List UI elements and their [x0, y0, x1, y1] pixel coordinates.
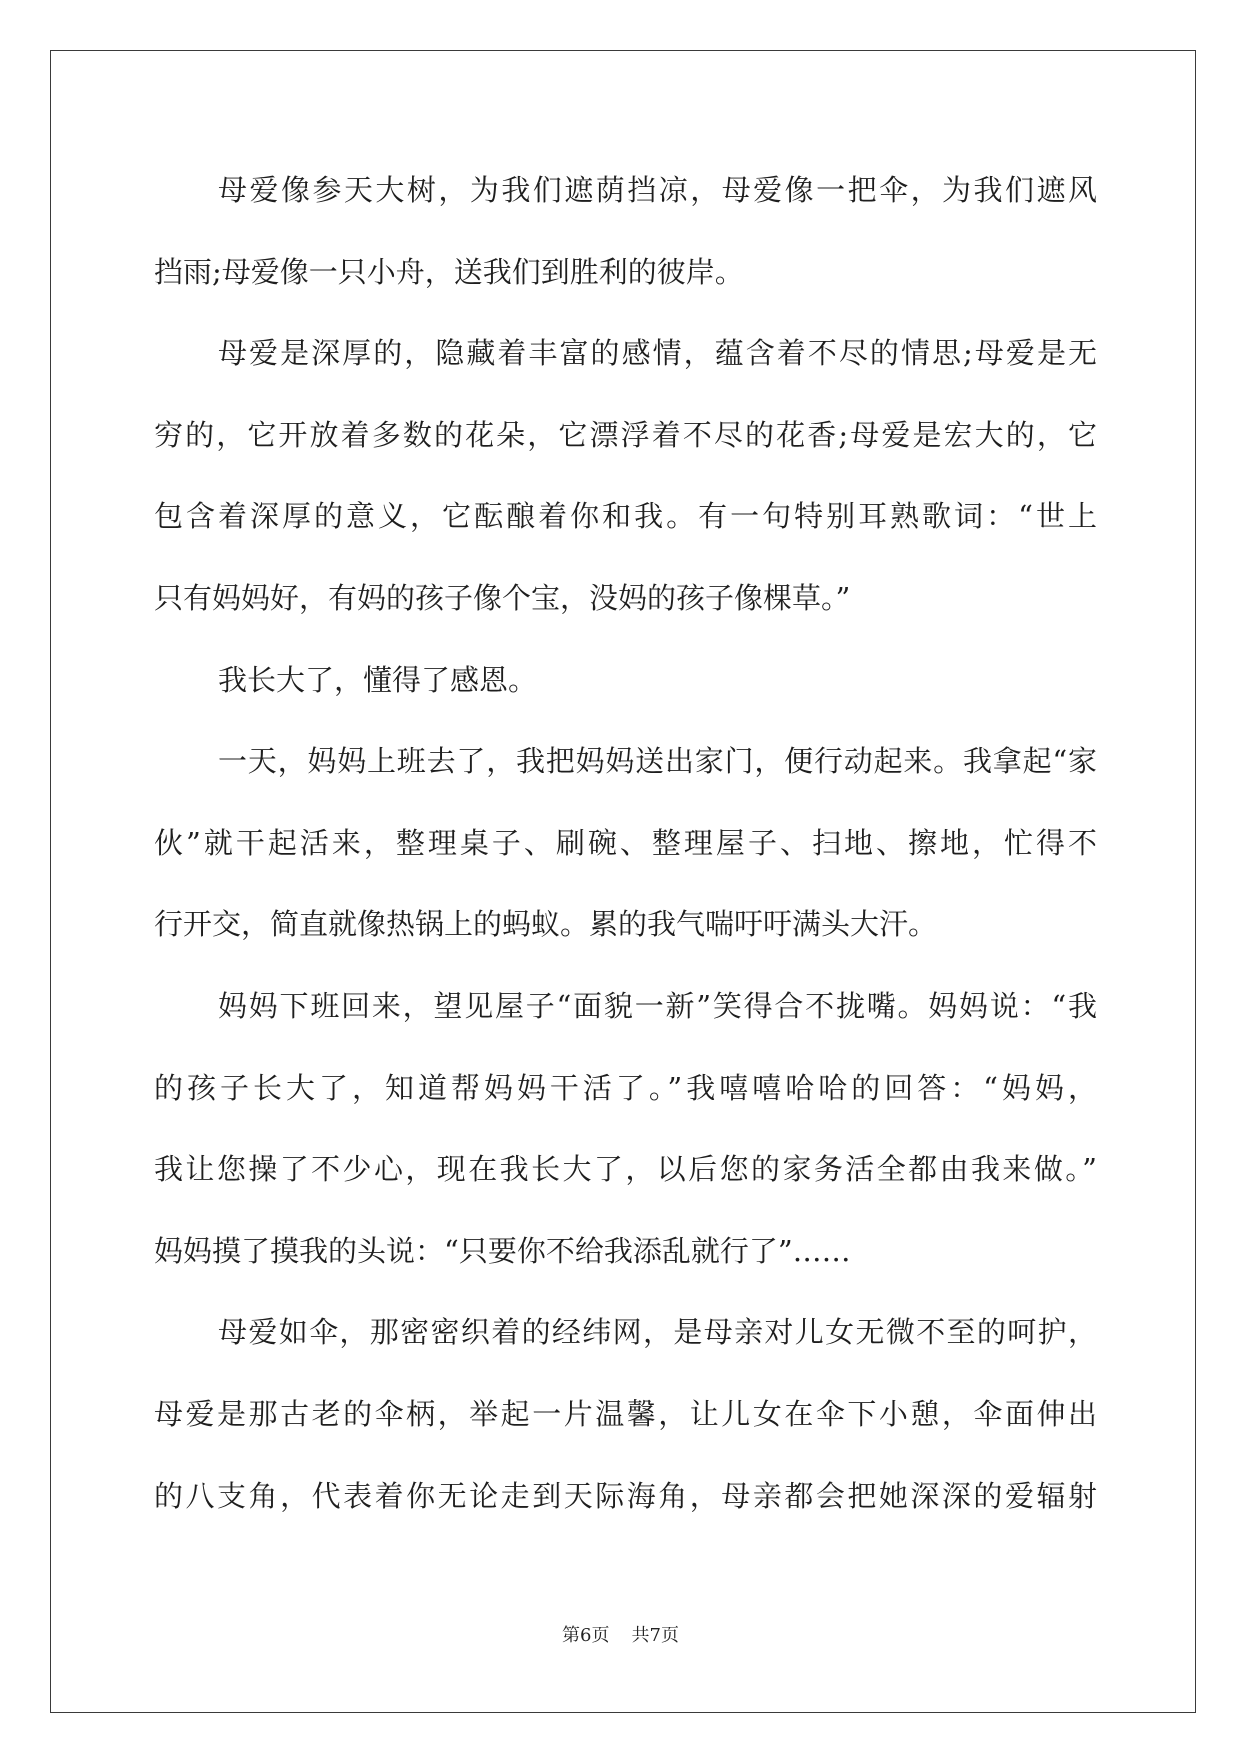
total-pages-label: 共7页 [631, 1625, 679, 1646]
page-footer [0, 1622, 1241, 1650]
paragraph [154, 1292, 1097, 1537]
paragraph-line: 母爱是那古老的伞柄，举起一片温馨，让儿女在伞下小憩，伞面伸出 [154, 1396, 1097, 1431]
paragraph [154, 966, 1097, 1292]
paragraph-line: 母爱是深厚的，隐藏着丰富的感情，蕴含着不尽的情思;母爱是无 [218, 336, 1097, 371]
paragraph-line: 的八支角，代表着你无论走到天际海角，母亲都会把她深深的爱辐射 [154, 1478, 1097, 1513]
paragraph-line: 挡雨;母爱像一只小舟，送我们到胜利的彼岸。 [154, 254, 744, 289]
paragraph [154, 640, 1097, 722]
paragraph-line: 伙”就干起活来，整理桌子、刷碗、整理屋子、扫地、擦地，忙得不 [154, 825, 1097, 860]
paragraph-line: 母爱如伞，那密密织着的经纬网，是母亲对儿女无微不至的呵护， [218, 1315, 1097, 1350]
paragraph-line: 只有妈妈好，有妈的孩子像个宝，没妈的孩子像棵草。” [154, 580, 851, 615]
paragraph-line: 母爱像参天大树，为我们遮荫挡凉，母爱像一把伞，为我们遮风 [218, 173, 1097, 207]
paragraph [154, 150, 1097, 313]
paragraph-line: 我让您操了不少心，现在我长大了，以后您的家务活全都由我来做。” [154, 1152, 1097, 1187]
paragraph-line: 妈妈下班回来，望见屋子“面貌一新”笑得合不拢嘴。妈妈说：“我 [218, 988, 1097, 1023]
paragraph-line: 行开交，简直就像热锅上的蚂蚁。累的我气喘吁吁满头大汗。 [154, 907, 938, 942]
paragraph-line: 穷的，它开放着多数的花朵，它漂浮着不尽的花香;母爱是宏大的，它 [154, 417, 1097, 452]
paragraph-line: 一天，妈妈上班去了，我把妈妈送出家门，便行动起来。我拿起“家 [218, 744, 1097, 779]
paragraph-line: 的孩子长大了，知道帮妈妈干活了。”我嘻嘻哈哈的回答：“妈妈， [154, 1070, 1097, 1105]
current-page-label: 第6页 [562, 1625, 610, 1646]
paragraph [154, 313, 1097, 639]
paragraph-line: 妈妈摸了摸我的头说：“只要你不给我添乱就行了”…… [154, 1233, 851, 1268]
paragraph-line: 我长大了，懂得了感恩。 [218, 662, 538, 697]
paragraph [154, 721, 1097, 966]
document-body [154, 150, 1097, 1537]
paragraph-line: 包含着深厚的意义，它酝酿着你和我。有一句特别耳熟歌词：“世上 [154, 499, 1097, 534]
